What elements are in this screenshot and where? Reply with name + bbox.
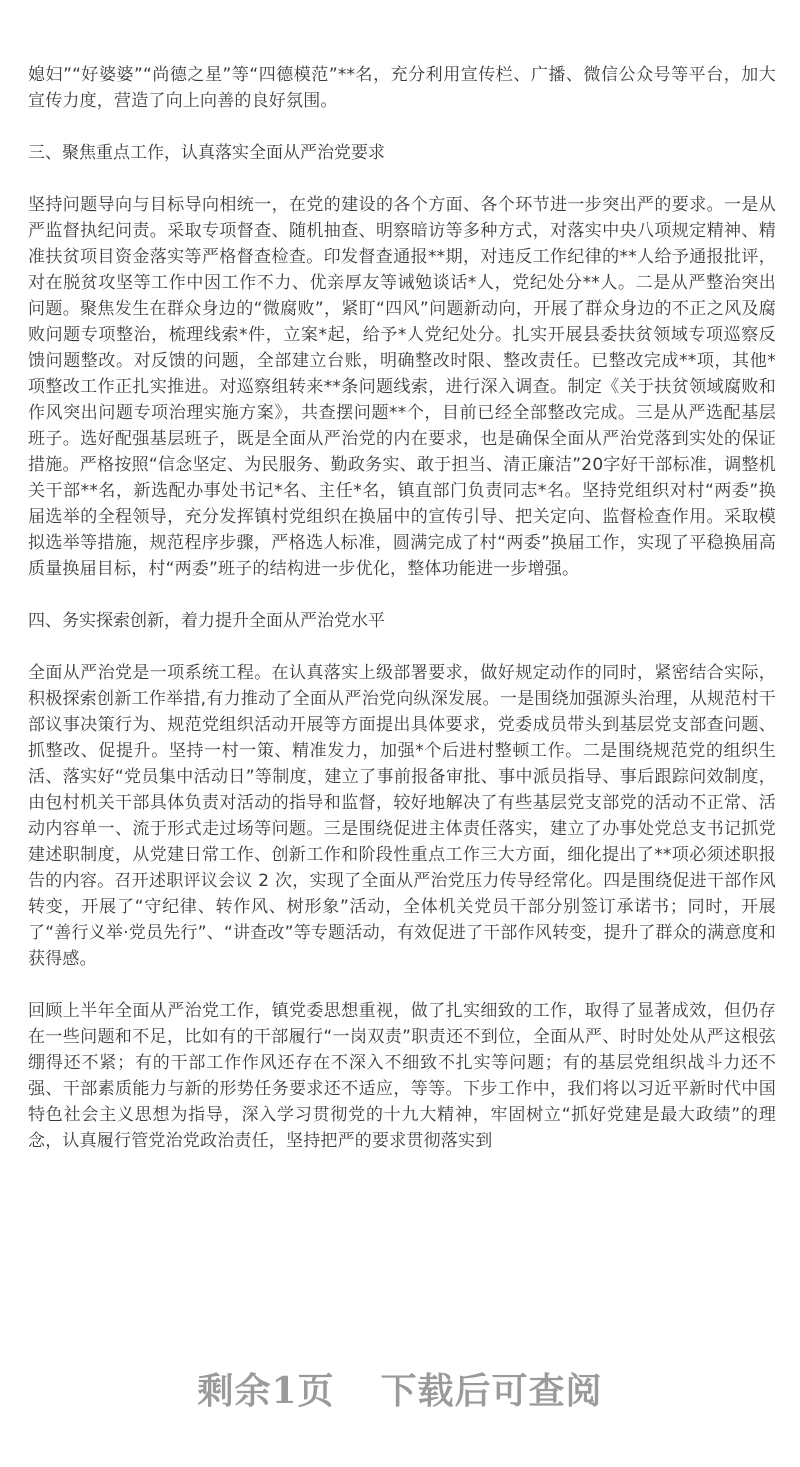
paragraph-spacer [28,114,776,140]
paragraph-spacer [28,972,776,998]
document-body [28,62,776,1154]
section-heading-3: 三、聚焦重点工作，认真落实全面从严治党要求 [28,143,385,163]
paragraph-intro: 媳妇”“好婆婆”“尚德之星”等“四德模范”**名，充分利用宣传栏、广播、微信公众号等平台，加大宣传力度，营造了向上向善的良好氛围。 [28,65,776,111]
download-banner[interactable] [0,1358,800,1418]
download-to-view-label[interactable]: 下载后可查阅 [380,1369,603,1412]
paragraph-section-3: 坚持问题导向与目标导向相统一，在党的建设的各个方面、各个环节进一步突出严的要求。一是从严监督执纪问责。采取专项督查、随机抽查、明察暗访等多种方式，对落实中央八项规定精神、精准扶贫项目资金落实等严格督查检查。印发督查通报**期，对违反工作纪律的**人给予通报批评，对在脱贫攻坚等工作中因工作不力、优亲厚友等诫勉谈话*人，党纪处分**人。二是从严整治突出问题。聚焦发生在群众身边的“微腐败”，紧盯“四风”问题新动向，开展了群众身边的不正之风及腐败问题专项整治，梳理线索*件，立案*起，给予*人党纪处分。扎实开展县委扶贫领域专项巡察反馈问题整改。对反馈的问题，全部建立台账，明确整改时限、整改责任。已整改完成**项，其他*项整改工作正扎实推进。对巡察组转来**条问题线索，进行深入调查。制定《关于扶贫领域腐败和作风突出问题专项治理实施方案》，共查摆问题**个，目前已经全部整改完成。三是从严选配基层班子。选好配强基层班子，既是全面从严治党的内在要求，也是确保全面从严治党落到实处的保证措施。严格按照“信念坚定、为民服务、勤政务实、敢于担当、清正廉洁”20字好干部标准，调整机关干部**名，新选配办事处书记*名、主任*名，镇直部门负责同志*名。坚持党组织对村“两委”换届选举的全程领导，充分发挥镇村党组织在换届中的宣传引导、把关定向、监督检查作用。采取模拟选举等措施，规范程序步骤，严格选人标准，圆满完成了村“两委”换届工作，实现了平稳换届高质量换届目标，村“两委”班子的结构进一步优化，整体功能进一步增强。 [28,195,776,579]
paragraph-spacer [28,634,776,660]
paragraph-spacer [28,166,776,192]
paragraph-spacer [28,582,776,608]
paragraph-review: 回顾上半年全面从严治党工作，镇党委思想重视，做了扎实细致的工作，取得了显著成效，但仍存在一些问题和不足，比如有的干部履行“一岗双责”职责还不到位，全面从严、时时处处从严这根弦绷得还不紧；有的干部工作作风还存在不深入不细致不扎实等问题；有的基层党组织战斗力还不强、干部素质能力与新的形势任务要求还不适应，等等。下步工作中，我们将以习近平新时代中国特色社会主义思想为指导，深入学习贯彻党的十九大精神，牢固树立“抓好党建是最大政绩”的理念，认真履行管党治党政治责任，坚持把严的要求贯彻落实到 [28,1001,776,1151]
paragraph-section-4: 全面从严治党是一项系统工程。在认真落实上级部署要求，做好规定动作的同时，紧密结合实际，积极探索创新工作举措,有力推动了全面从严治党向纵深发展。一是围绕加强源头治理，从规范村干部议事决策行为、规范党组织活动开展等方面提出具体要求，党委成员带头到基层党支部查问题、抓整改、促提升。坚持一村一策、精准发力，加强*个后进村整顿工作。二是围绕规范党的组织生活、落实好“党员集中活动日”等制度，建立了事前报备审批、事中派员指导、事后跟踪问效制度，由包村机关干部具体负责对活动的指导和监督，较好地解决了有些基层党支部党的活动不正常、活动内容单一、流于形式走过场等问题。三是围绕促进主体责任落实，建立了办事处党总支书记抓党建述职制度，从党建日常工作、创新工作和阶段性重点工作三大方面，细化提出了**项必须述职报告的内容。召开述职评议会议 2 次，实现了全面从严治党压力传导经常化。四是围绕促进干部作风转变，开展了“守纪律、转作风、树形象”活动，全体机关党员干部分别签订承诺书；同时，开展了“善行义举·党员先行”、“讲查改”等专题活动，有效促进了干部作风转变，提升了群众的满意度和获得感。 [28,663,776,969]
section-heading-4: 四、务实探索创新，着力提升全面从严治党水平 [28,611,385,631]
remaining-pages-label[interactable]: 剩余1页 [197,1369,335,1412]
